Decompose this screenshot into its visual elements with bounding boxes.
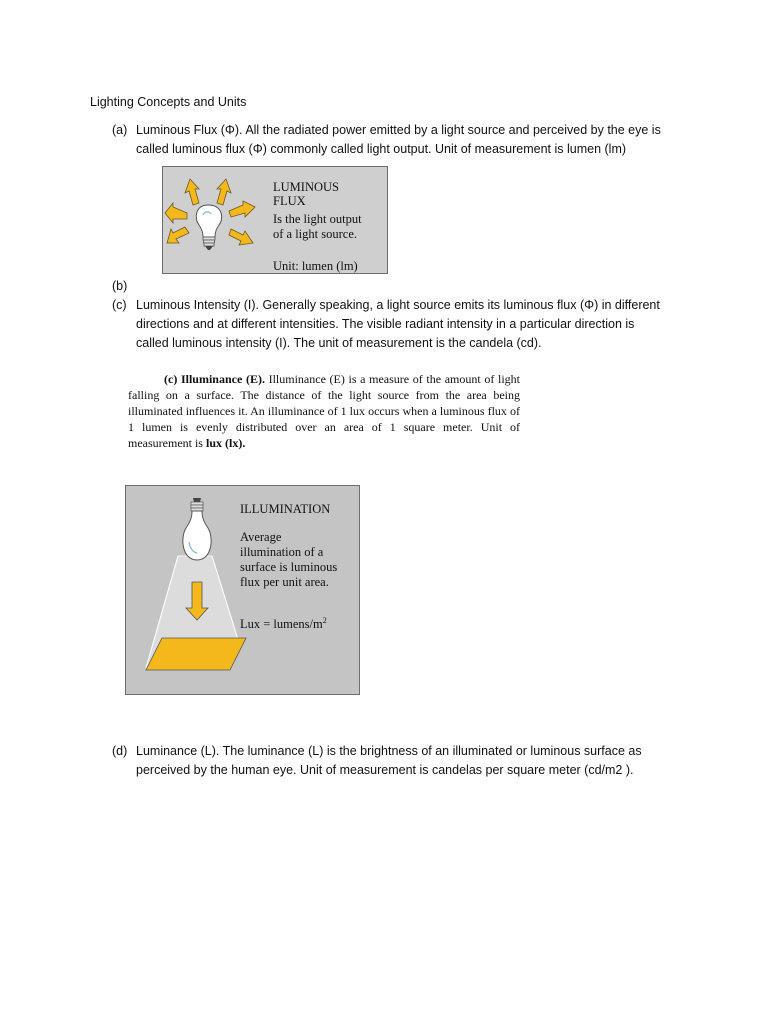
luminous-flux-figure: [162, 166, 388, 274]
illuminance-unit: lux (lx).: [205, 436, 246, 450]
illuminance-label: (c) Illuminance (E).: [164, 372, 265, 386]
flux-desc-line2: of a light source.: [273, 227, 358, 241]
flux-heading-line2: FLUX: [273, 194, 306, 208]
flux-unit: Unit: lumen (lm): [273, 259, 358, 273]
illumination-figure: [125, 485, 360, 695]
list-marker-b: (b): [112, 279, 128, 293]
item-d-line1: Luminance (L). The luminance (L) is the brightness of an illuminated or luminous surface as: [136, 744, 642, 758]
item-a-line2: called luminous flux (Φ) commonly called light output. Unit of measurement is lumen (lm): [136, 142, 627, 156]
item-c-line3: called luminous intensity (I). The unit of measurement is the candela (cd).: [136, 336, 542, 350]
illumination-desc-line2: illumination of a: [240, 545, 324, 559]
hanging-bulb-icon: [126, 486, 361, 696]
illumination-formula-superscript: 2: [322, 616, 327, 625]
illumination-heading: ILLUMINATION: [240, 502, 331, 516]
illumination-desc-line4: flux per unit area.: [240, 575, 329, 589]
item-c-line2: directions and at different intensities. The visible radiant intensity in a particular direction is: [136, 317, 635, 331]
item-c-line1: Luminous Intensity (I). Generally speaking, a light source emits its luminous flux (Φ) in different: [136, 298, 660, 312]
illumination-formula-text: Lux = lumens/m: [240, 617, 323, 632]
illumination-desc-line3: surface is luminous: [240, 560, 338, 574]
illumination-desc-line1: Average: [240, 530, 282, 544]
list-marker-a: (a): [112, 123, 128, 137]
illuminance-body: Illuminance (E) is a measure of the amount of light falling on a surface. The distance of the light source from the area being illuminated influences it. An illuminance of 1 lux occurs when a luminous flux of 1 lumen is evenly distributed over an area of 1 square meter. Unit of measurement is: [128, 372, 521, 450]
document-title: Lighting Concepts and Units: [90, 95, 247, 109]
item-a-line1: Luminous Flux (Φ). All the radiated power emitted by a light source and perceived by the eye is: [136, 123, 661, 137]
list-marker-c: (c): [112, 298, 127, 312]
flux-desc-line1: Is the light output: [273, 212, 362, 226]
item-d-line2: perceived by the human eye. Unit of measurement is candelas per square meter (cd/m2 ).: [136, 763, 634, 777]
illuminance-paragraph: [128, 371, 520, 451]
list-marker-d: (d): [112, 744, 128, 758]
illumination-formula: [240, 614, 327, 631]
flux-heading-line1: LUMINOUS: [273, 180, 339, 194]
